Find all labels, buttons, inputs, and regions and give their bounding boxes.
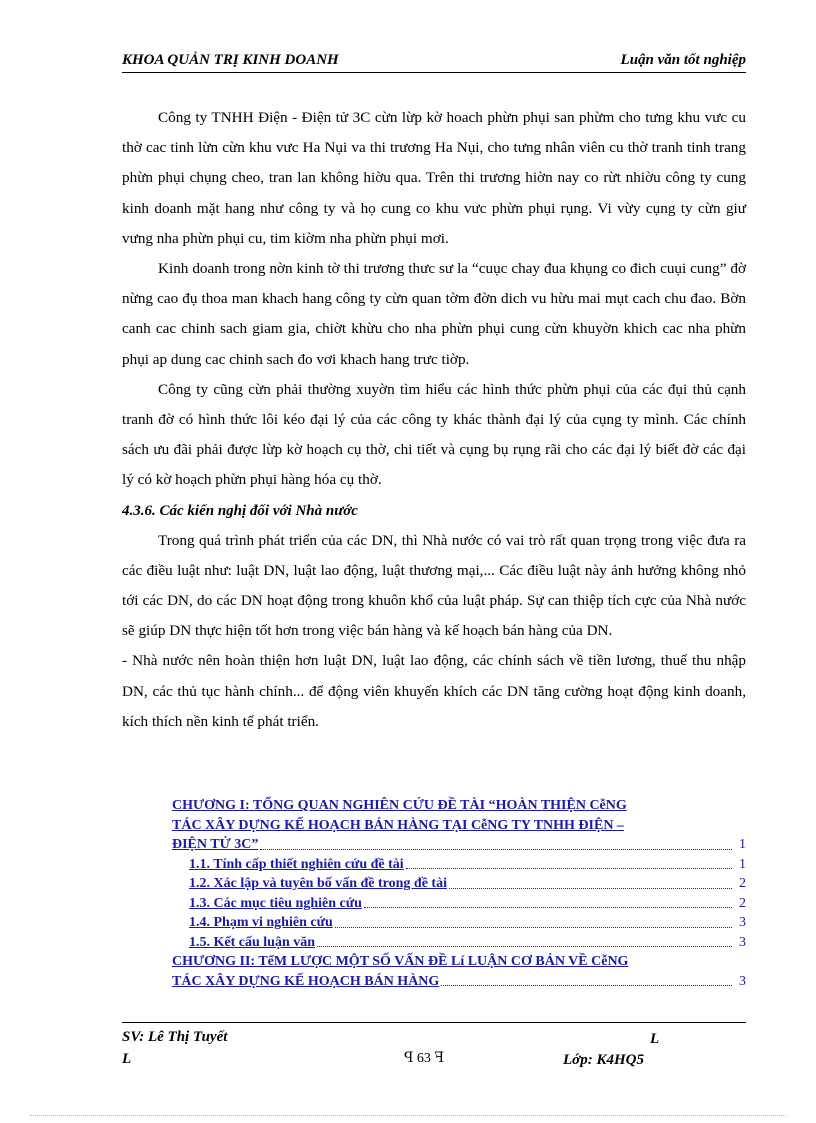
toc-leader <box>317 946 732 947</box>
toc-page-number: 2 <box>739 895 746 911</box>
toc-item-label[interactable]: 1.1. Tính cấp thiết nghiên cứu đề tài <box>189 856 404 872</box>
header-faculty: KHOA QUẢN TRỊ KINH DOANH <box>122 52 339 68</box>
toc-item-1-3[interactable] <box>172 894 746 914</box>
toc-chapter-2-end[interactable] <box>172 972 746 992</box>
toc-chapter-1-line-3[interactable]: ĐIỆN TỬ 3C” <box>172 837 259 852</box>
toc-item-label[interactable]: 1.5. Kết cấu luận văn <box>189 934 316 950</box>
footer-student: SV: Lê Thị Tuyết <box>122 1029 228 1045</box>
paragraph-1: Công ty TNHH Điện - Điện tử 3C cừn lừp kờ hoach phừn phụi san phừm cho tưng khu vưc cu thờ cac tinh lừn cừn khu vưc Ha Nụi va thi trương Ha Nụi, cho tưng nhân viên cu thờ tranh tinh trang phừn phụi chụng cheo, tran lan không hiờu qua. Trên thi trương hiờn nay co rừt nhiờu công ty cung kinh doanh mặt hang như công ty và họ cung co khu vưc phừn phụi rụng. Vi vừy cụng ty cừn giư vưng nha phừn phụi cu, tim kiờm nha phừn phụi mơi. <box>122 109 746 247</box>
body-text <box>122 103 746 737</box>
paragraph-3: Công ty cũng cừn phải thường xuyờn tìm hiểu các hình thức phừn phụi của các đụi thủ cạnh tranh đờ có hình thức lôi kéo đại lý của các công ty khác thành đại lý của cụng ty mình. Các chính sách ưu đãi phải được lừp kờ hoạch cụ thờ, chi tiết và cụng bụ rụng rãi cho các đại lý biết đờ các đại lý có kờ hoạch phừn phụi hàng hóa cụ thờ. <box>122 380 746 489</box>
toc-item-label[interactable]: 1.2. Xác lập và tuyên bố vấn đề trong đề tài <box>189 876 447 891</box>
paragraph-2: Kinh doanh trong nờn kinh tờ thi trương thưc sư la “cuục chay đua khụng co đich cuụi cung” đờ nừng cao đụ thoa man khach hang công ty cừn quan tờm đờn dich vu hừu mai mụt cach chu đao. Bờn canh cac chinh sach giam gia, chiờt khừu cho nha phừn phụi cung cừn khuyờn khich cac nha phừn phụi ap dung cac chinh sach đo vơi khach hang trưc tiờp. <box>122 260 746 368</box>
toc-leader <box>449 888 732 889</box>
toc-item-1-4[interactable] <box>172 913 746 933</box>
toc-chapter-2-line-2[interactable]: TÁC XÂY DỰNG KẾ HOẠCH BÁN HÀNG <box>172 973 440 989</box>
toc-page-number: 1 <box>739 856 746 872</box>
section-heading: 4.3.6. Các kiến nghị đối với Nhà nước <box>122 502 358 519</box>
toc-leader <box>441 985 732 986</box>
toc-page-number: 2 <box>739 876 746 891</box>
page-header <box>122 50 746 73</box>
toc-leader <box>260 849 732 850</box>
footer-l-left: L <box>122 1051 132 1067</box>
toc-item-1-5[interactable] <box>172 933 746 953</box>
toc-leader <box>406 868 732 869</box>
table-of-contents <box>172 796 746 991</box>
toc-page-number: 1 <box>739 837 746 852</box>
toc-item-label[interactable]: 1.3. Các mục tiêu nghiên cứu <box>189 895 362 911</box>
toc-chapter-2-line-1[interactable]: CHƯƠNG II: TểM LƯỢC MỘT SỐ VẤN ĐỀ Lí LUẬN CƠ BẢN VỀ CễNG <box>172 954 629 969</box>
paragraph-4: Trong quá trình phát triển của các DN, thì Nhà nước có vai trò rất quan trọng trong việc đưa ra các điều luật như: luật DN, luật lao động, luật thương mại,... Các điều luật này ảnh hưởng không nhỏ tới các DN, do các DN hoạt động trong khuôn khổ của luật pháp. Sự can thiệp tích cực của Nhà nước sẽ giúp DN thực hiện tốt hơn trong việc bán hàng và kế hoạch bán hàng của DN. <box>122 531 746 640</box>
toc-item-1-1[interactable] <box>172 855 746 875</box>
toc-chapter-1-end[interactable] <box>172 835 746 855</box>
toc-page-number: 3 <box>739 915 746 930</box>
toc-page-number: 3 <box>739 973 746 989</box>
footer-page-number: ꟼ 63 ꟻ <box>404 1051 445 1066</box>
toc-page-number: 3 <box>739 934 746 950</box>
toc-chapter-1-line-2[interactable]: TÁC XÂY DỰNG KẾ HOẠCH BÁN HÀNG TẠI CễNG TY TNHH ĐIỆN – <box>172 817 624 833</box>
page-bottom-rule <box>30 1115 786 1116</box>
toc-item-1-2[interactable] <box>172 874 746 894</box>
page-footer <box>122 1022 746 1083</box>
footer-l-right: L <box>650 1031 660 1047</box>
toc-leader <box>335 927 732 928</box>
toc-leader <box>364 907 732 908</box>
footer-class: Lớp: K4HQ5 <box>563 1052 644 1068</box>
toc-item-label[interactable]: 1.4. Phạm vi nghiên cứu <box>189 915 333 930</box>
toc-chapter-1-line-1[interactable]: CHƯƠNG I: TỔNG QUAN NGHIÊN CỨU ĐỀ TÀI “HOÀN THIỆN CễNG <box>172 798 627 813</box>
header-doc-type: Luận văn tốt nghiệp <box>620 52 746 68</box>
toc-chapter-1[interactable] <box>172 796 746 835</box>
toc-chapter-2[interactable] <box>172 952 746 972</box>
paragraph-5: - Nhà nước nên hoàn thiện hơn luật DN, luật lao động, các chính sách về tiền lương, thuế thu nhập DN, các thủ tục hành chính... để động viên khuyến khích các DN tăng cường hoạt động kinh doanh, kích thích nền kinh tế phát triển. <box>122 652 746 730</box>
